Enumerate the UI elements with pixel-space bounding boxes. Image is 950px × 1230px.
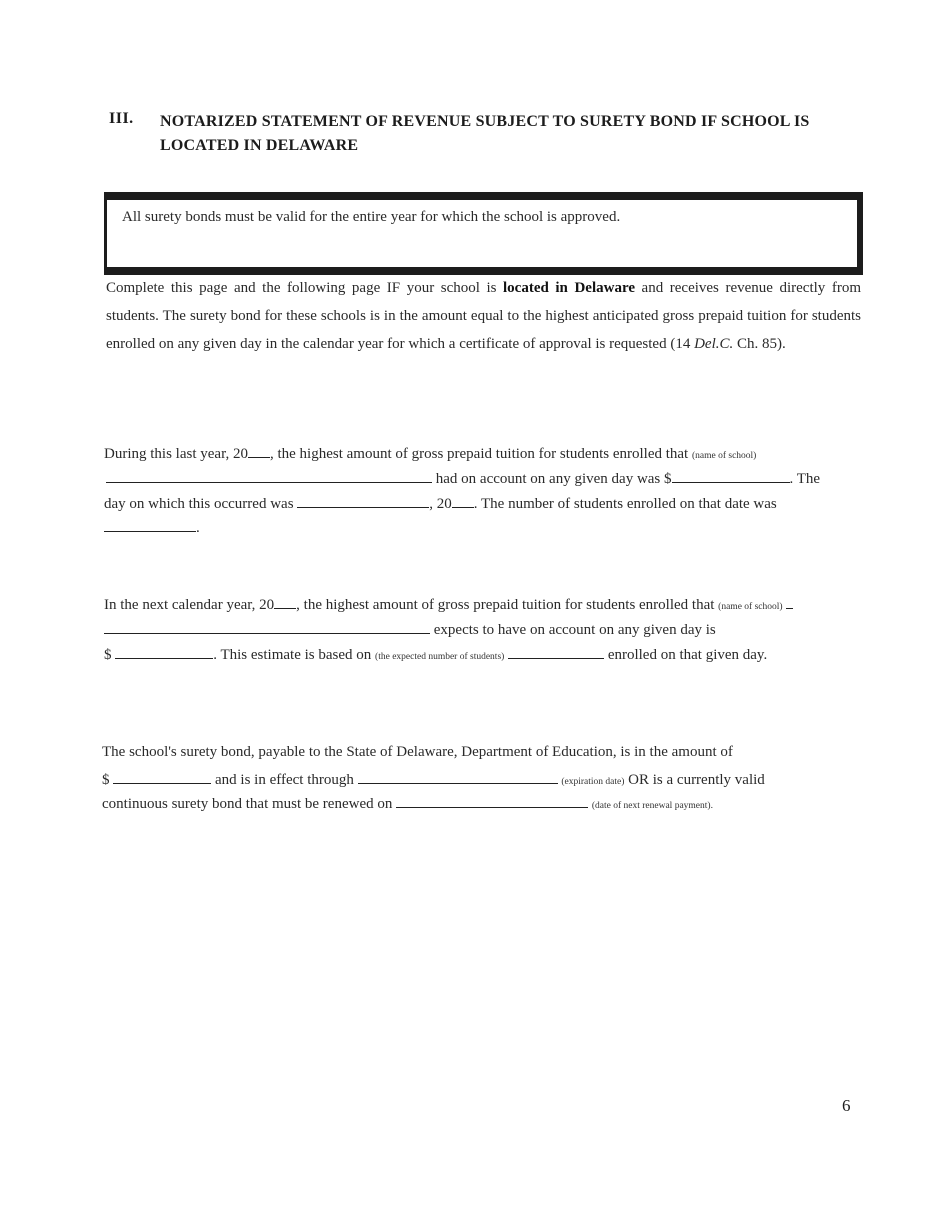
p2-text: In the next calendar year, 20: [104, 597, 275, 613]
last-year-paragraph: [104, 443, 874, 543]
p1-text: During this last year, 20: [104, 446, 248, 462]
renewal-date-field[interactable]: [396, 793, 588, 808]
p1-text: day on which this occurred was: [104, 496, 298, 512]
p3-text: and is in effect through: [211, 772, 358, 788]
expiration-date-field[interactable]: [358, 769, 558, 784]
p3-text: The school's surety bond, payable to the State of Delaware, Department of Education, is in the amount of: [102, 744, 733, 760]
year-suffix-field[interactable]: [452, 493, 474, 508]
intro-text-1: Complete this page and the following page IF your school is: [106, 280, 504, 296]
intro-text-3: Ch. 85).: [733, 336, 786, 352]
p3-text: $: [102, 772, 114, 788]
p2-text: . This estimate is based on: [213, 647, 376, 663]
section-number: III.: [109, 110, 134, 127]
p2-text: enrolled on that given day.: [604, 647, 768, 663]
school-name-field-start[interactable]: [786, 594, 793, 609]
surety-bond-paragraph: [102, 744, 872, 824]
p2-text: expects to have on account on any given day is: [433, 622, 716, 638]
school-name-field[interactable]: [106, 468, 432, 483]
next-year-paragraph: [104, 594, 874, 674]
school-name-field[interactable]: [104, 619, 430, 634]
intro-bold: located in Delaware: [503, 280, 635, 296]
bond-amount-field[interactable]: [113, 769, 211, 784]
p1-text: , the highest amount of gross prepaid tuition for students enrolled that: [269, 446, 692, 462]
expected-students-field[interactable]: [508, 644, 604, 659]
field-hint: (date of next renewal payment).: [591, 801, 713, 811]
p3-text: continuous surety bond that must be renewed on: [102, 796, 397, 812]
field-hint: (name of school): [718, 602, 783, 612]
estimated-amount-field[interactable]: [115, 644, 213, 659]
p1-text: . The number of students enrolled on that date was: [473, 496, 777, 512]
p2-text: , the highest amount of gross prepaid tuition for students enrolled that: [296, 597, 719, 613]
occurrence-date-field[interactable]: [297, 493, 429, 508]
intro-paragraph: [106, 274, 861, 358]
p2-text: $: [104, 647, 116, 663]
field-hint: (the expected number of students): [375, 652, 505, 662]
notice-box: [104, 192, 863, 275]
page-number: 6: [842, 1096, 851, 1115]
year-suffix-field[interactable]: [274, 594, 296, 609]
field-hint: (name of school): [691, 451, 757, 461]
intro-text-2: and receives revenue directly from students. The surety bond for these schools is in the amount equal to the highest anticipated gross prepaid tuition for students enrolled on any given day in the calendar year for which a certificate of approval is requested (14: [106, 280, 861, 352]
p1-text: .: [196, 520, 200, 536]
tuition-amount-field[interactable]: [672, 468, 790, 483]
intro-citation: Del.C.: [694, 336, 734, 352]
section-title: NOTARIZED STATEMENT OF REVENUE SUBJECT TO SURETY BOND IF SCHOOL IS LOCATED IN DELAWARE: [160, 113, 810, 154]
field-hint: (expiration date): [561, 777, 625, 787]
p3-text: OR is a currently valid: [624, 772, 765, 788]
p1-text: , 20: [429, 496, 452, 512]
year-suffix-field[interactable]: [248, 443, 270, 458]
student-count-field[interactable]: [104, 517, 196, 532]
p1-text: . The: [789, 471, 821, 487]
p1-text: had on account on any given day was $: [435, 471, 672, 487]
notice-text: All surety bonds must be valid for the entire year for which the school is approved.: [122, 209, 621, 225]
